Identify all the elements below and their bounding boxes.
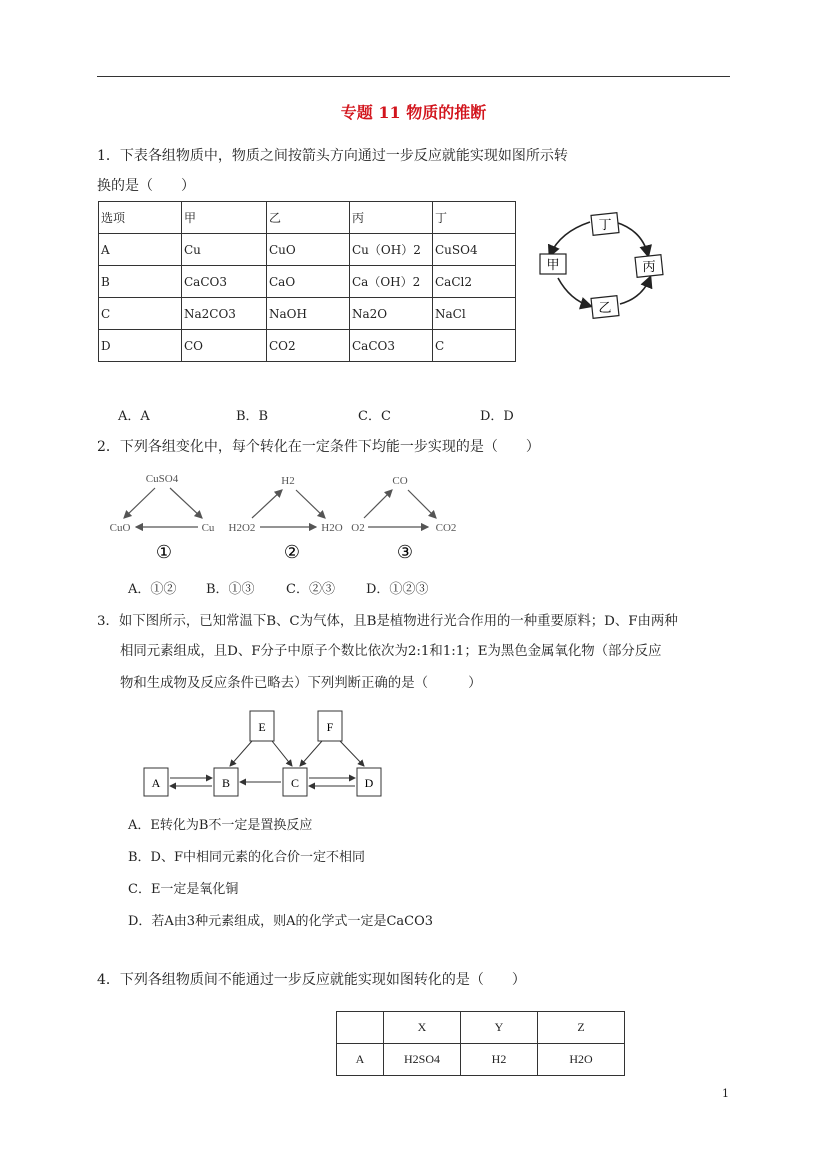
q3-option-b: B．D、F中相同元素的化合价一定不相同 xyxy=(128,850,365,865)
q3-text-line3: 物和生成物及反应条件已略去）下列判断正确的是（ ） xyxy=(120,676,482,691)
table-cell: CaCl2 xyxy=(433,266,516,298)
box-b-label: B xyxy=(221,776,231,790)
q2-text: 2．下列各组变化中，每个转化在一定条件下均能一步实现的是（ ） xyxy=(97,439,540,455)
box-a-label: A xyxy=(151,776,161,790)
table-cell: CO2 xyxy=(267,330,350,362)
table-cell: CuSO4 xyxy=(433,234,516,266)
diagram-1 xyxy=(110,473,215,563)
table-header-cell: X xyxy=(384,1012,461,1044)
arrow-jia-yi xyxy=(558,278,590,306)
table-cell: Cu（OH）2 xyxy=(350,234,433,266)
table-cell: B xyxy=(99,266,182,298)
box-c-label: C xyxy=(290,776,300,790)
d3-right: CO2 xyxy=(435,522,457,534)
q3-diagram xyxy=(140,706,390,802)
table-header-cell: Y xyxy=(461,1012,538,1044)
d2-right: H2O xyxy=(321,522,343,534)
table-cell: Na2O xyxy=(350,298,433,330)
table-row xyxy=(99,330,516,362)
q2-option-c: C．②③ xyxy=(286,582,335,597)
table-row xyxy=(337,1044,625,1076)
table-cell: Cu xyxy=(182,234,267,266)
d3-left: O2 xyxy=(351,522,365,534)
table-cell: CuO xyxy=(267,234,350,266)
q2-option-b: B．①③ xyxy=(206,582,255,597)
table-row xyxy=(99,298,516,330)
table-cell: Na2CO3 xyxy=(182,298,267,330)
q3-text-line1: 3．如下图所示，已知常温下B、C为气体，且B是植物进行光合作用的一种重要原料；D、F由两种 xyxy=(97,614,678,629)
table-header-cell: 丙 xyxy=(350,202,433,234)
q1-option-c: C．C xyxy=(358,409,391,424)
table-cell: A xyxy=(99,234,182,266)
q3-option-a: A．E转化为B不一定是置换反应 xyxy=(128,818,313,833)
table-cell: D xyxy=(99,330,182,362)
table-cell: A xyxy=(337,1044,384,1076)
table-cell: CaCO3 xyxy=(182,266,267,298)
q2-option-a: A．①② xyxy=(128,582,177,597)
d1-num: ① xyxy=(155,542,173,563)
table-cell: CaO xyxy=(267,266,350,298)
cycle-label-bing: 丙 xyxy=(642,260,656,275)
table-cell: Ca（OH）2 xyxy=(350,266,433,298)
d1-right: Cu xyxy=(201,522,215,534)
table-header-cell: 选项 xyxy=(99,202,182,234)
d3-top: CO xyxy=(392,475,408,487)
table-header-cell: 甲 xyxy=(182,202,267,234)
table-cell: NaOH xyxy=(267,298,350,330)
q4-text: 4．下列各组物质间不能通过一步反应就能实现如图转化的是（ ） xyxy=(97,972,526,988)
q1-cycle-diagram xyxy=(530,200,680,330)
table-header-row xyxy=(337,1012,625,1044)
table-row xyxy=(99,266,516,298)
q2-diagrams xyxy=(100,468,470,568)
box-e-label: E xyxy=(258,720,266,734)
table-cell: C xyxy=(433,330,516,362)
d1-left: CuO xyxy=(109,522,131,534)
q3-option-c: C．E一定是氧化铜 xyxy=(128,882,239,897)
table-cell: C xyxy=(99,298,182,330)
q2-option-d: D．①②③ xyxy=(366,582,429,597)
q3-text-line2: 相同元素组成，且D、F分子中原子个数比依次为2:1和1:1；E为黑色金属氧化物（部分反应 xyxy=(120,644,662,659)
d1-top: CuSO4 xyxy=(145,473,179,485)
q1-option-a: A．A xyxy=(118,409,150,424)
table-cell: H2O xyxy=(538,1044,625,1076)
box-f-label: F xyxy=(326,720,334,734)
box-d-label: D xyxy=(364,776,374,790)
arrow-yi-bing xyxy=(620,278,650,304)
d3-num: ③ xyxy=(396,542,414,563)
table-header-cell: Z xyxy=(538,1012,625,1044)
table-cell: H2 xyxy=(461,1044,538,1076)
table-header-cell: 乙 xyxy=(267,202,350,234)
q1-table xyxy=(98,201,516,362)
q3-option-d: D．若A由3种元素组成，则A的化学式一定是CaCO3 xyxy=(128,914,434,929)
page-number: 1 xyxy=(722,1087,729,1100)
d2-num: ② xyxy=(283,542,301,563)
table-header-cell xyxy=(337,1012,384,1044)
cycle-label-yi: 乙 xyxy=(598,301,612,316)
q1-option-b: B．B xyxy=(236,409,269,424)
arrow-ding-jia xyxy=(550,222,590,255)
q1-text-line2: 换的是（ ） xyxy=(97,178,195,194)
d2-left: H2O2 xyxy=(228,522,256,534)
table-row xyxy=(99,234,516,266)
table-cell: CO xyxy=(182,330,267,362)
header-rule xyxy=(97,76,730,77)
d2-top: H2 xyxy=(281,475,295,487)
q1-text-line1: 1．下表各组物质中，物质之间按箭头方向通过一步反应就能实现如图所示转 xyxy=(97,148,568,164)
arrow-bing-ding xyxy=(615,222,648,255)
cycle-label-jia: 甲 xyxy=(546,258,560,273)
table-header-row xyxy=(99,202,516,234)
diagram-2 xyxy=(229,475,343,563)
diagram-3 xyxy=(351,475,456,563)
table-header-cell: 丁 xyxy=(433,202,516,234)
q4-table xyxy=(336,1011,625,1076)
table-cell: NaCl xyxy=(433,298,516,330)
table-cell: H2SO4 xyxy=(384,1044,461,1076)
q1-option-d: D．D xyxy=(480,409,514,424)
cycle-label-ding: 丁 xyxy=(598,218,612,233)
page-title: 专题 11 物质的推断 xyxy=(340,103,487,122)
table-cell: CaCO3 xyxy=(350,330,433,362)
